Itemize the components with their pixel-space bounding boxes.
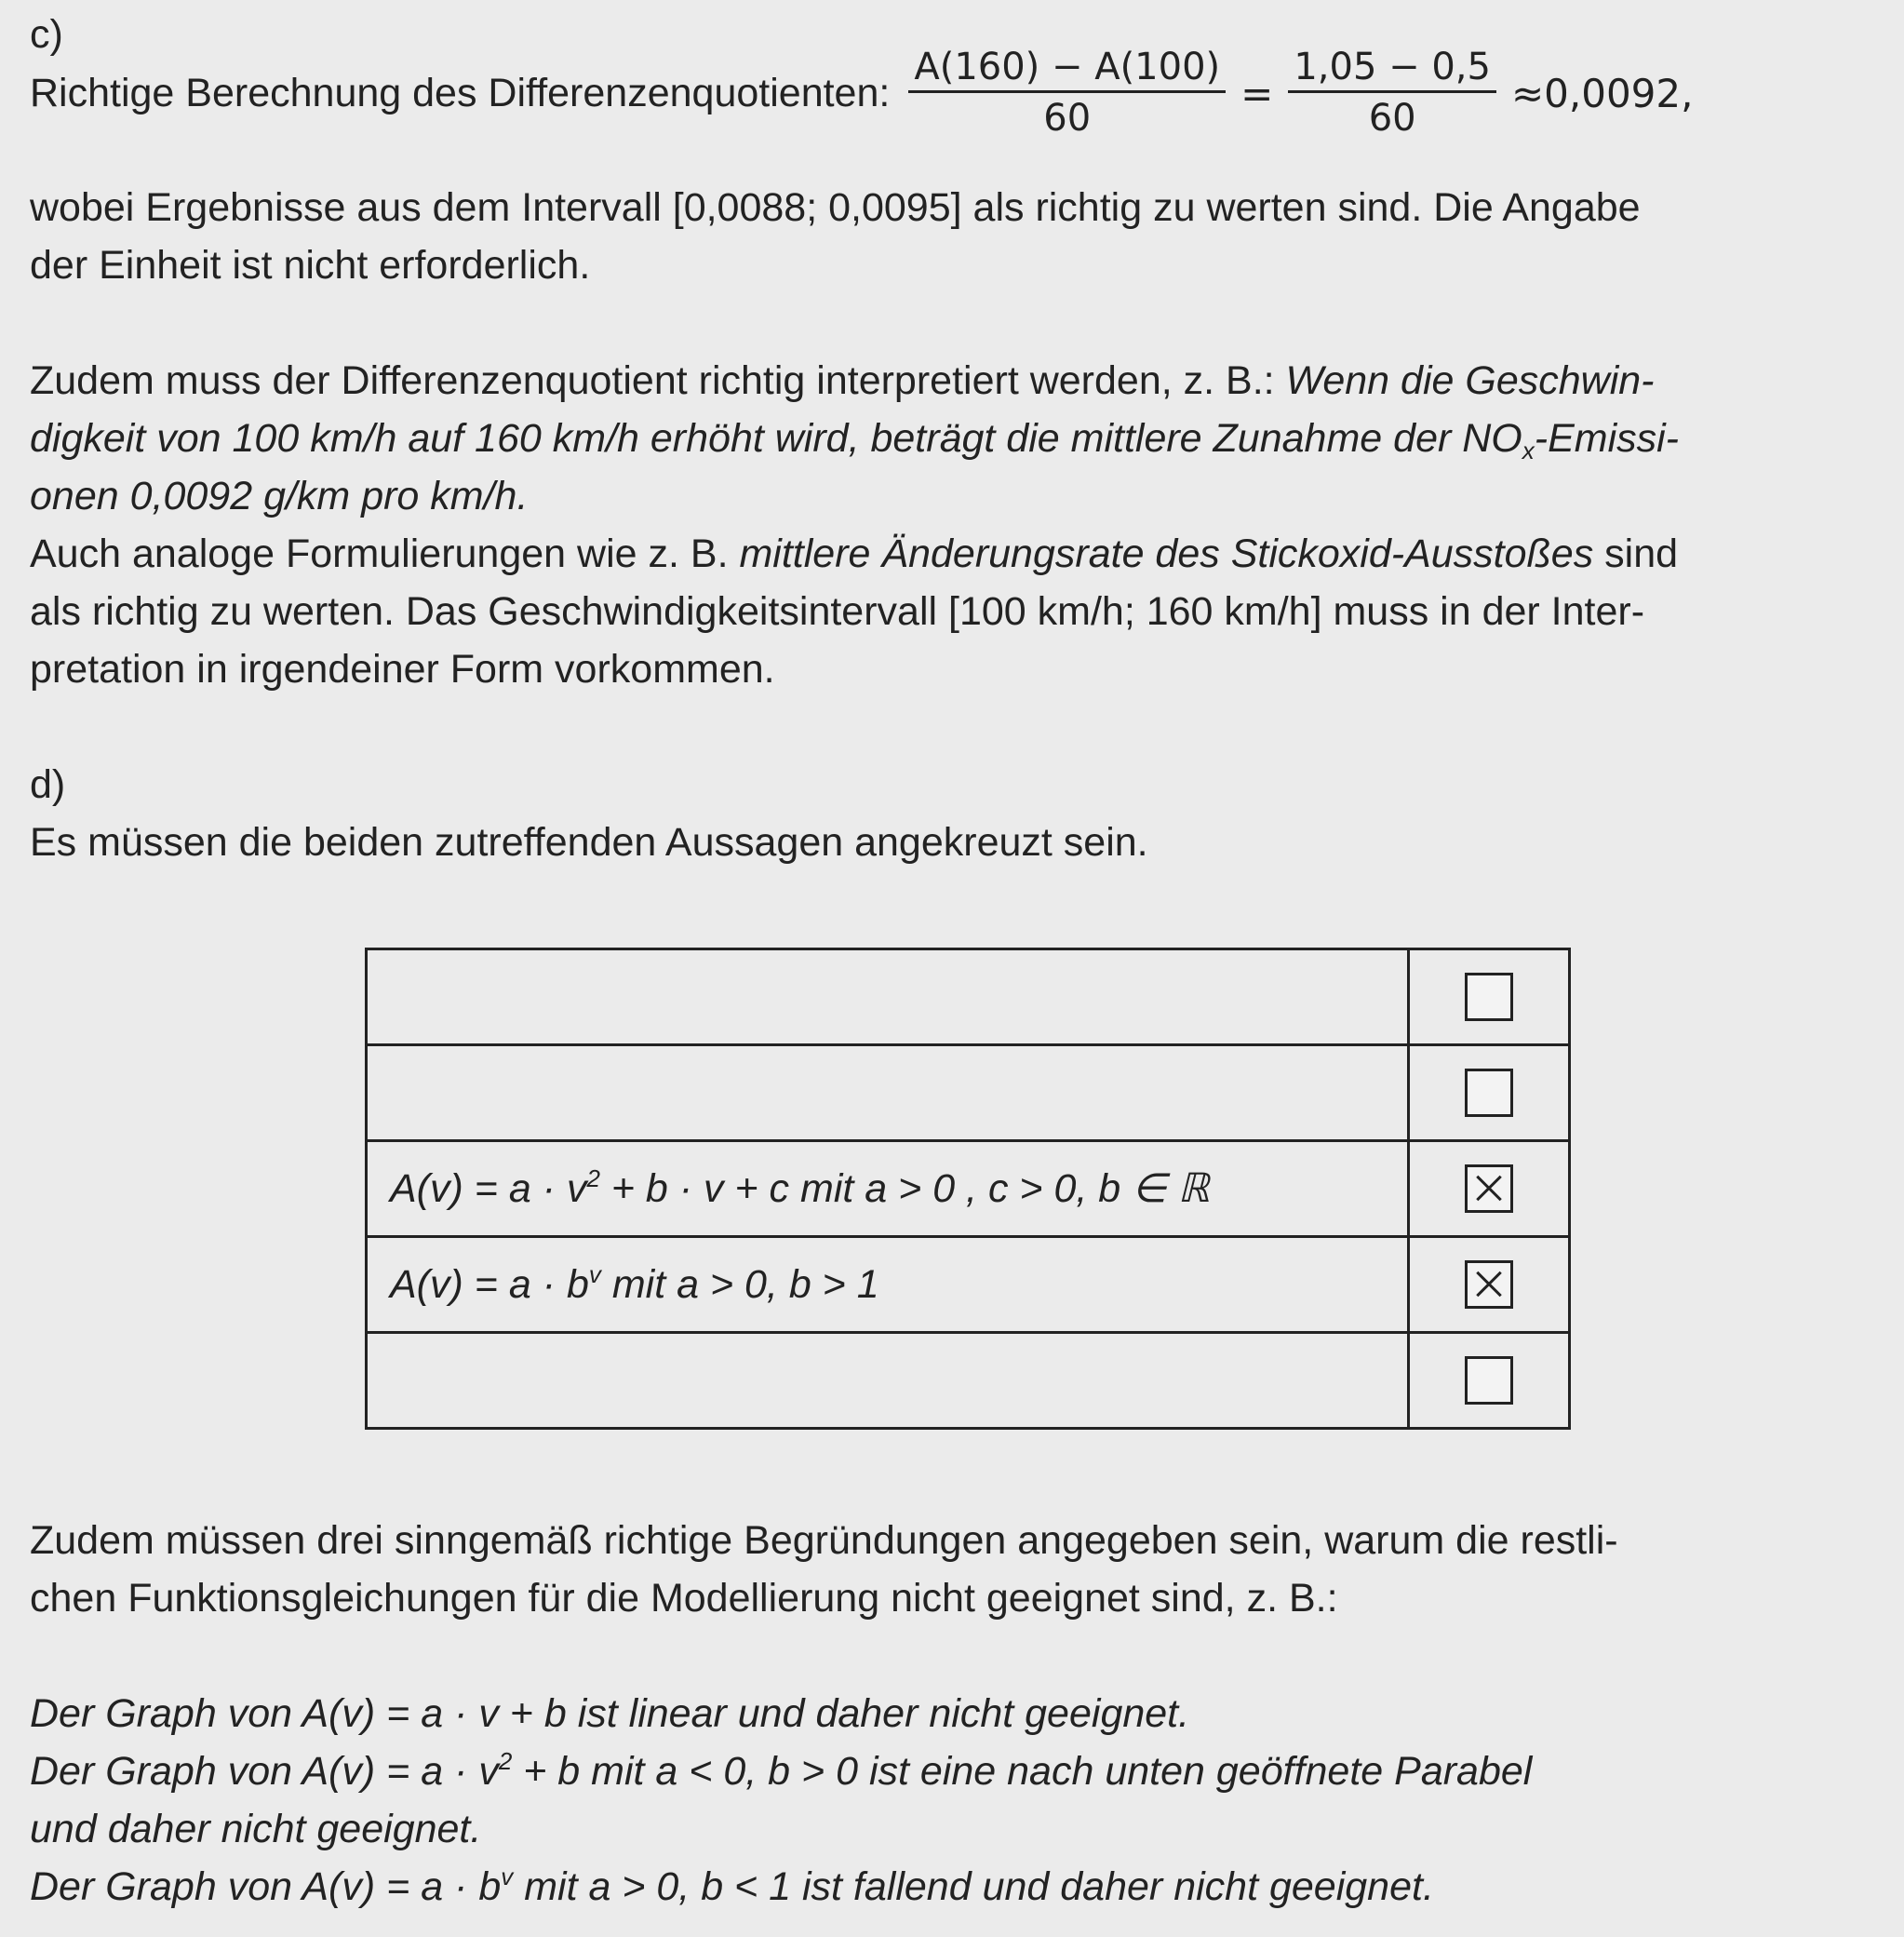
checkbox[interactable] [1465, 973, 1513, 1021]
table-row [367, 949, 1570, 1045]
checkbox-checked[interactable] [1465, 1260, 1513, 1309]
paragraph-c3-line1 [30, 525, 1678, 583]
table-row [367, 1237, 1570, 1333]
option-3-sup: 2 [586, 1164, 600, 1192]
table-row [367, 1045, 1570, 1141]
paragraph-c1-line2: der Einheit ist nicht erforderlich. [30, 243, 591, 288]
fraction-2 [1288, 44, 1496, 143]
difference-quotient-formula [30, 47, 1698, 140]
c3-l1-italic: mittlere Änderungsrate des Stickoxid-Ausstoßes [739, 531, 1594, 576]
reason-3-b: mit a > 0, b < 1 ist fallend und daher nicht geeignet. [513, 1864, 1434, 1909]
reason-2-sup: 2 [498, 1747, 513, 1775]
fraction-2-denominator: 60 [1368, 96, 1416, 140]
c2-l2-a: digkeit von 100 km/h auf 160 km/h erhöht wird, beträgt die mittlere Zunahme der NO [30, 416, 1522, 461]
reason-3-a: Der Graph von A(v) = a · b [30, 1864, 502, 1909]
option-text [367, 1045, 1409, 1141]
c2-l1-italic: Wenn die Geschwin- [1285, 358, 1655, 403]
fraction-1 [908, 44, 1226, 143]
option-4-text-a: A(v) = a · b [390, 1261, 589, 1307]
section-label-d: d) [30, 762, 66, 807]
option-text [367, 1141, 1409, 1237]
formula-intro: Richtige Berechnung des Differenzenquotienten: [30, 71, 891, 115]
option-4-sup: v [588, 1259, 601, 1288]
option-3-text-b: + b · v + c mit a > 0 , c > 0, b ∈ ℝ [599, 1166, 1210, 1211]
option-3-text-a: A(v) = a · v [390, 1166, 587, 1211]
section-label-c: c) [30, 12, 63, 57]
checkbox-checked[interactable] [1465, 1164, 1513, 1213]
options-table [365, 948, 1571, 1430]
table-row [367, 1141, 1570, 1237]
equals-sign: = [1240, 70, 1274, 116]
reason-2-b: + b mit a < 0, b > 0 ist eine nach unten geöffnete Parabel [512, 1749, 1533, 1794]
fraction-1-denominator: 60 [1043, 96, 1092, 140]
fraction-2-numerator: 1,05 − 0,5 [1294, 45, 1491, 88]
option-4-text-b: mit a > 0, b > 1 [600, 1261, 879, 1307]
paragraph-c1-line1: wobei Ergebnisse aus dem Intervall [0,0088; 0,0095] als richtig zu werten sind. Die Angabe [30, 185, 1641, 230]
paragraph-d1-line1: Zudem müssen drei sinngemäß richtige Begründungen angegeben sein, warum die restli- [30, 1518, 1618, 1563]
checkbox[interactable] [1465, 1356, 1513, 1405]
table-row [367, 1333, 1570, 1429]
option-text [367, 949, 1409, 1045]
c3-l1-a: Auch analoge Formulierungen wie z. B. [30, 531, 740, 576]
c3-l1-c: sind [1593, 531, 1679, 576]
reason-2-a: Der Graph von A(v) = a · v [30, 1749, 499, 1794]
paragraph-c2-line2 [30, 410, 1679, 467]
checkbox[interactable] [1465, 1069, 1513, 1117]
paragraph-c2-line3: onen 0,0092 g/km pro km/h. [30, 474, 529, 518]
paragraph-c3-line3: pretation in irgendeiner Form vorkommen. [30, 647, 775, 692]
paragraph-c2-line1 [30, 352, 1655, 410]
fraction-1-numerator: A(160) − A(100) [914, 45, 1221, 88]
approx-result: ≈0,0092, [1510, 70, 1694, 116]
option-text [367, 1333, 1409, 1429]
paragraph-d1-line2: chen Funktionsgleichungen für die Modellierung nicht geeignet sind, z. B.: [30, 1576, 1338, 1621]
option-text [367, 1237, 1409, 1333]
reason-3-sup: v [501, 1863, 514, 1890]
reason-1: Der Graph von A(v) = a · v + b ist linear und daher nicht geeignet. [30, 1691, 1190, 1736]
reason-2-line2: und daher nicht geeignet. [30, 1807, 482, 1851]
c2-l1-normal: Zudem muss der Differenzenquotient richtig interpretiert werden, z. B.: [30, 358, 1286, 403]
c2-l2-sub: x [1522, 437, 1535, 464]
paragraph-c3-line2: als richtig zu werten. Das Geschwindigkeitsintervall [100 km/h; 160 km/h] muss in der Inter- [30, 589, 1645, 634]
c2-l2-b: -Emissi- [1534, 416, 1679, 461]
reason-3 [30, 1858, 1434, 1916]
reason-2-line1 [30, 1742, 1532, 1800]
paragraph-d-intro: Es müssen die beiden zutreffenden Aussagen angekreuzt sein. [30, 820, 1148, 865]
